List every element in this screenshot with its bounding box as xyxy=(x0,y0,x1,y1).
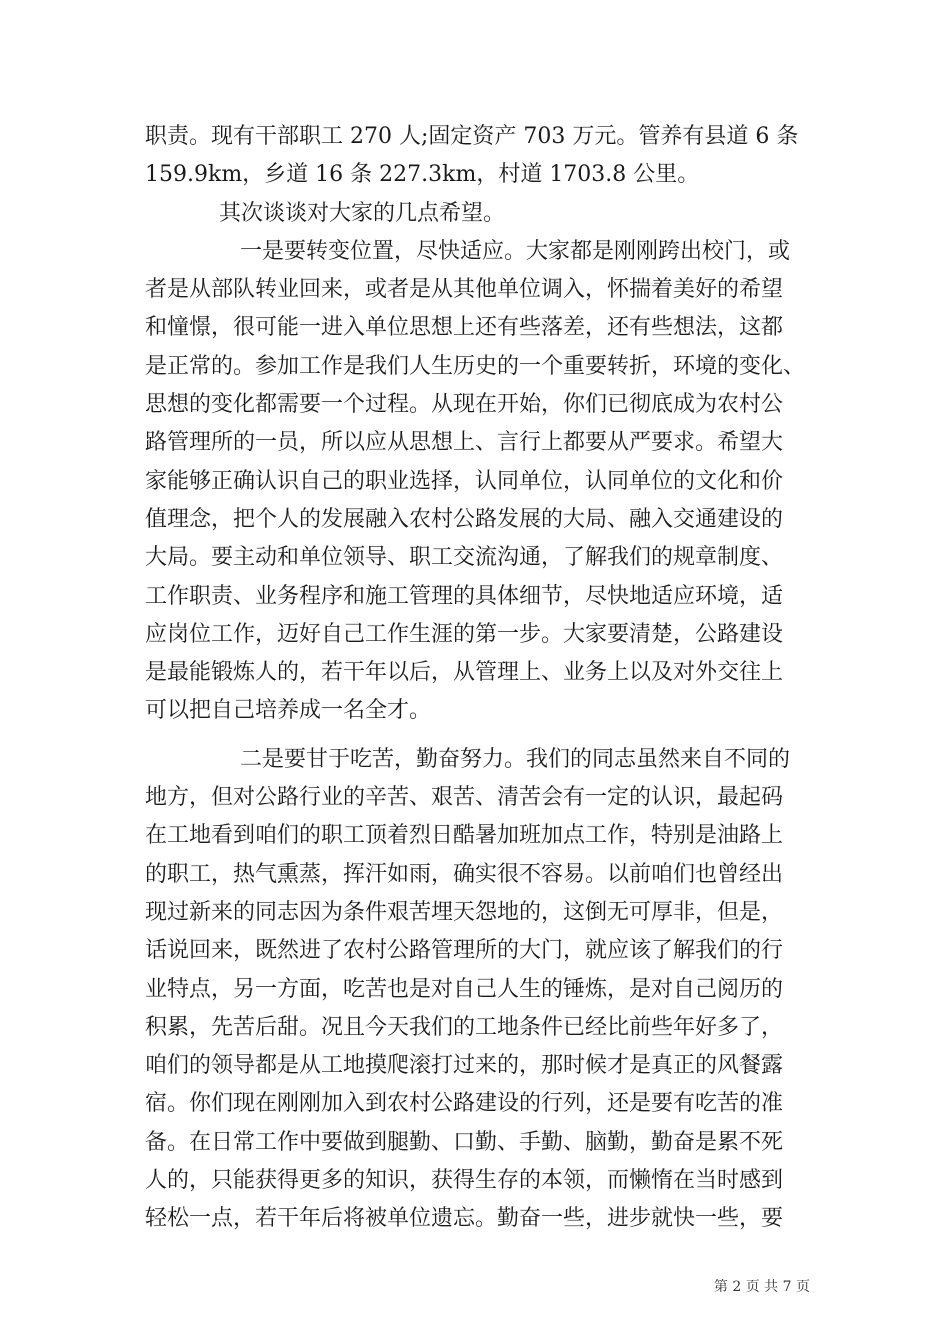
text-line: 值理念，把个人的发展融入农村公路发展的大局、融入交通建设的 xyxy=(145,506,784,532)
text-line: 路管理所的一员，所以应从思想上、言行上都要从严要求。希望大 xyxy=(145,430,784,456)
text-line: 职责。现有干部职工 270 人;固定资产 703 万元。管养有县道 6 条 xyxy=(145,124,799,149)
text-line: 二是要甘于吃苦，勤奋努力。我们的同志虽然来自不同的 xyxy=(240,746,791,772)
text-line: 可以把自己培养成一名全才。 xyxy=(145,698,432,724)
text-line: 者是从部队转业回来，或者是从其他单位调入，怀揣着美好的希望 xyxy=(145,277,784,303)
text-line: 话说回来，既然进了农村公路管理所的大门，就应该了解我们的行 xyxy=(145,938,784,964)
text-line: 其次谈谈对大家的几点希望。 xyxy=(219,200,506,226)
paragraph-duties xyxy=(145,118,810,195)
text-line: 是最能锻炼人的，若干年以后，从管理上、业务上以及对外交往上 xyxy=(145,660,784,686)
text-line: 是正常的。参加工作是我们人生历史的一个重要转折，环境的变化、 xyxy=(145,353,806,379)
body-text xyxy=(145,118,810,1239)
paragraph-spacer xyxy=(145,731,810,741)
text-line: 人的，只能获得更多的知识，获得生存的本领，而懒惰在当时感到 xyxy=(145,1168,784,1194)
text-line: 在工地看到咱们的职工顶着烈日酷暑加班加点工作，特别是油路上 xyxy=(145,823,784,849)
text-line: 积累，先苦后甜。况且今天我们的工地条件已经比前些年好多了， xyxy=(145,1014,784,1040)
text-line: 业特点，另一方面，吃苦也是对自己人生的锤炼，是对自己阅历的 xyxy=(145,976,784,1002)
text-line: 的职工，热气熏蒸，挥汗如雨，确实很不容易。以前咱们也曾经出 xyxy=(145,861,784,887)
text-line: 大局。要主动和单位领导、职工交流沟通，了解我们的规章制度、 xyxy=(145,545,784,571)
paragraph-point-one xyxy=(145,233,810,731)
text-line: 159.9km，乡道 16 条 227.3km，村道 1703.8 公里。 xyxy=(145,162,700,188)
text-line: 一是要转变位置，尽快适应。大家都是刚刚跨出校门，或 xyxy=(240,238,791,264)
text-line: 工作职责、业务程序和施工管理的具体细节，尽快地适应环境，适 xyxy=(145,583,784,609)
text-line: 应岗位工作，迈好自己工作生涯的第一步。大家要清楚，公路建设 xyxy=(145,621,784,647)
page-number: 第 2 页 共 7 页 xyxy=(713,1279,810,1295)
text-line: 地方，但对公路行业的辛苦、艰苦、清苦会有一定的认识，最起码 xyxy=(145,785,784,811)
text-line: 和憧憬，很可能一进入单位思想上还有些落差，还有些想法，这都 xyxy=(145,315,784,341)
paragraph-point-two xyxy=(145,741,810,1239)
text-line: 咱们的领导都是从工地摸爬滚打过来的，那时候才是真正的风餐露 xyxy=(145,1053,784,1079)
text-line: 备。在日常工作中要做到腿勤、口勤、手勤、脑勤，勤奋是累不死 xyxy=(145,1129,784,1155)
text-line: 家能够正确认识自己的职业选择，认同单位，认同单位的文化和价 xyxy=(145,468,784,494)
text-line: 宿。你们现在刚刚加入到农村公路建设的行列，还是要有吃苦的准 xyxy=(145,1091,784,1117)
text-line: 轻松一点，若干年后将被单位遗忘。勤奋一些，进步就快一些，要 xyxy=(145,1206,784,1232)
text-line: 现过新来的同志因为条件艰苦埋天怨地的，这倒无可厚非，但是， xyxy=(145,899,784,925)
text-line: 思想的变化都需要一个过程。从现在开始，你们已彻底成为农村公 xyxy=(145,392,784,418)
paragraph-hopes-intro xyxy=(145,195,810,233)
